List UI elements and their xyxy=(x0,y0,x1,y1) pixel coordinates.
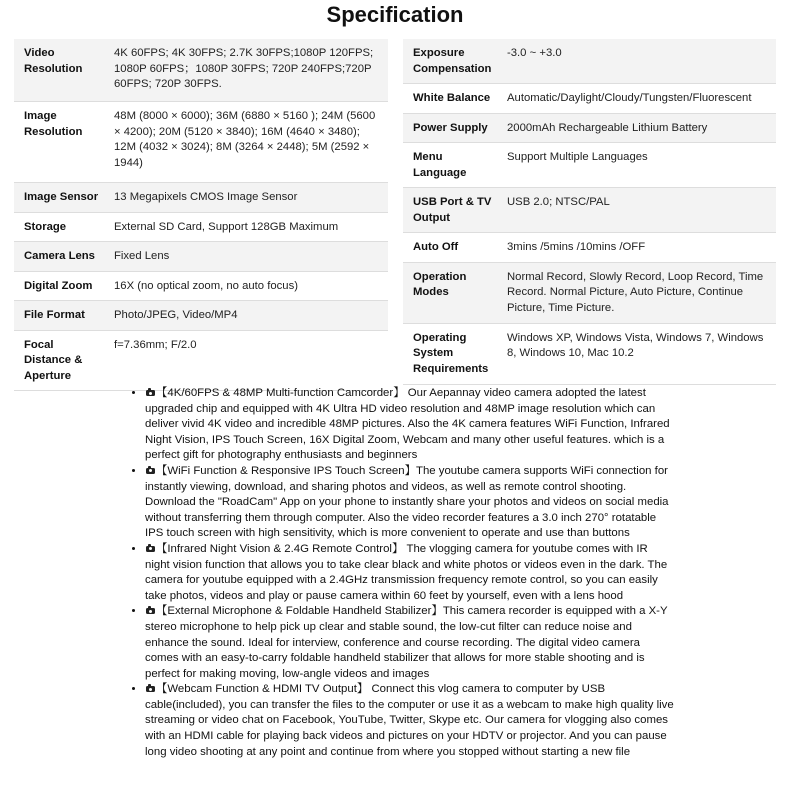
spec-table-left xyxy=(14,39,388,391)
spec-label: Image Sensor xyxy=(14,183,108,213)
camera-icon xyxy=(146,608,155,614)
feature-heading: 【Webcam Function & HDMI TV Output】 xyxy=(156,683,369,696)
feature-heading: 【WiFi Function & Responsive IPS Touch Screen】 xyxy=(156,464,416,477)
spec-label: Digital Zoom xyxy=(14,271,108,301)
spec-label: Camera Lens xyxy=(14,242,108,272)
spec-value: Support Multiple Languages xyxy=(501,143,776,188)
spec-value: Normal Record, Slowly Record, Loop Record, Time Record. Normal Picture, Auto Picture, Continue Picture, Time Picture. xyxy=(501,262,776,323)
spec-row xyxy=(14,39,388,102)
spec-row xyxy=(14,242,388,272)
spec-row xyxy=(403,143,776,188)
spec-row xyxy=(403,233,776,263)
spec-label: Focal Distance & Aperture xyxy=(14,330,108,391)
feature-heading: 【4K/60FPS & 48MP Multi-function Camcorder】 xyxy=(156,387,405,399)
spec-label: Operating System Requirements xyxy=(403,323,501,384)
feature-item xyxy=(145,542,675,604)
spec-label: Image Resolution xyxy=(14,102,108,183)
spec-label: Video Resolution xyxy=(14,39,108,102)
camera-icon xyxy=(146,686,155,692)
feature-item xyxy=(145,386,675,464)
spec-label: Power Supply xyxy=(403,113,501,143)
camera-icon xyxy=(146,390,155,396)
spec-value: Windows XP, Windows Vista, Windows 7, Windows 8, Windows 10, Mac 10.2 xyxy=(501,323,776,384)
spec-value: 2000mAh Rechargeable Lithium Battery xyxy=(501,113,776,143)
spec-row xyxy=(14,271,388,301)
spec-row xyxy=(403,39,776,84)
spec-value: Automatic/Daylight/Cloudy/Tungsten/Fluorescent xyxy=(501,84,776,114)
spec-value: -3.0 ~ +3.0 xyxy=(501,39,776,84)
spec-label: Exposure Compensation xyxy=(403,39,501,84)
spec-row xyxy=(403,262,776,323)
spec-value: f=7.36mm; F/2.0 xyxy=(108,330,388,391)
spec-label: Auto Off xyxy=(403,233,501,263)
feature-item xyxy=(145,682,675,760)
spec-table-right xyxy=(403,39,776,385)
spec-value: 48M (8000 × 6000); 36M (6880 × 5160 ); 24M (5600 × 4200); 20M (5120 × 3840); 16M (4640 × 3480); 12M (4032 × 3024); 8M (3264 × 2448); 5M (2592 × 1944) xyxy=(108,102,388,183)
spec-label: Menu Language xyxy=(403,143,501,188)
spec-value: Photo/JPEG, Video/MP4 xyxy=(108,301,388,331)
spec-value: USB 2.0; NTSC/PAL xyxy=(501,188,776,233)
spec-label: File Format xyxy=(14,301,108,331)
spec-label: Storage xyxy=(14,212,108,242)
spec-value: External SD Card, Support 128GB Maximum xyxy=(108,212,388,242)
spec-value: 4K 60FPS; 4K 30FPS; 2.7K 30FPS;1080P 120FPS; 1080P 60FPS；1080P 30FPS; 720P 240FPS;720P 60FPS; 720P 30FPS. xyxy=(108,39,388,102)
spec-row xyxy=(14,212,388,242)
feature-text: Our Aepannay video camera adopted the latest upgraded chip and equipped with 4K Ultra HD video resolution and 48MP image resolution which can deliver vivid 4K video and incredible 48MP pictures. Also the 4K camera features WiFi Function, Infrared Night Vision, IPS Touch Screen, 16X Digital Zoom, Webcam and many other useful features. which is a perfect gift for photography enthusiasts and beginners xyxy=(145,387,670,462)
spec-value: 3mins /5mins /10mins /OFF xyxy=(501,233,776,263)
feature-item xyxy=(145,464,675,542)
camera-icon xyxy=(146,468,155,474)
feature-item xyxy=(145,604,675,682)
spec-row xyxy=(403,323,776,384)
spec-label: USB Port & TV Output xyxy=(403,188,501,233)
spec-row xyxy=(403,84,776,114)
spec-value: 13 Megapixels CMOS Image Sensor xyxy=(108,183,388,213)
feature-text: The vlogging camera for youtube comes with IR night vision function that allows you to take clear black and white photos or videos even in the dark. The camera for youtube equipped with a 2.4GHz transmission frequency remote control, so you can easily take photos, videos and play or pause camera within 60 feet by yourself, even with a lens hood xyxy=(145,542,668,602)
feature-heading: 【Infrared Night Vision & 2.4G Remote Control】 xyxy=(156,542,404,555)
feature-list xyxy=(128,386,675,760)
spec-label: White Balance xyxy=(403,84,501,114)
spec-label: Operation Modes xyxy=(403,262,501,323)
spec-value: 16X (no optical zoom, no auto focus) xyxy=(108,271,388,301)
feature-text: The youtube camera supports WiFi connection for instantly viewing, download, and sharing photos and videos, as well as remote control shooting. Download the "RoadCam" App on your phone to instantly share your photos and videos on social media without transferring them through computer. Also the video recorder features a 3.0 inch 270° rotatable IPS touch screen with high sensitivity, which is more convenient to operate and use than buttons xyxy=(145,464,669,540)
camera-icon xyxy=(146,546,155,552)
spec-row xyxy=(14,183,388,213)
spec-row xyxy=(14,102,388,183)
feature-text: This camera recorder is equipped with a X-Y stereo microphone to help pick up clear and stable sound, the low-cut filter can reduce noise and enhance the sound. Ideal for interview, conference and course recording. The digital video camera comes with an easy-to-carry foldable handheld stabilizer that allows for more stable shooting and is perfect for making moving, low-angle videos and images xyxy=(145,605,668,680)
spec-value: Fixed Lens xyxy=(108,242,388,272)
feature-text: Connect this vlog camera to computer by USB cable(included), you can transfer the files to the computer or use it as a webcam to make high quality live streaming or video chat on Facebook, YouTube, Twitter, Skype etc. Our camera for vlogging also comes with an HDMI cable for playing back videos and pictures on your HDTV or projector. And you can pause long video shooting at any point and continue from where you stopped without starting a new file xyxy=(145,683,674,758)
spec-row xyxy=(403,113,776,143)
page-title: Specification xyxy=(326,2,464,27)
spec-row xyxy=(14,301,388,331)
feature-heading: 【External Microphone & Foldable Handheld Stabilizer】 xyxy=(156,605,443,618)
spec-row xyxy=(403,188,776,233)
spec-row xyxy=(14,330,388,391)
